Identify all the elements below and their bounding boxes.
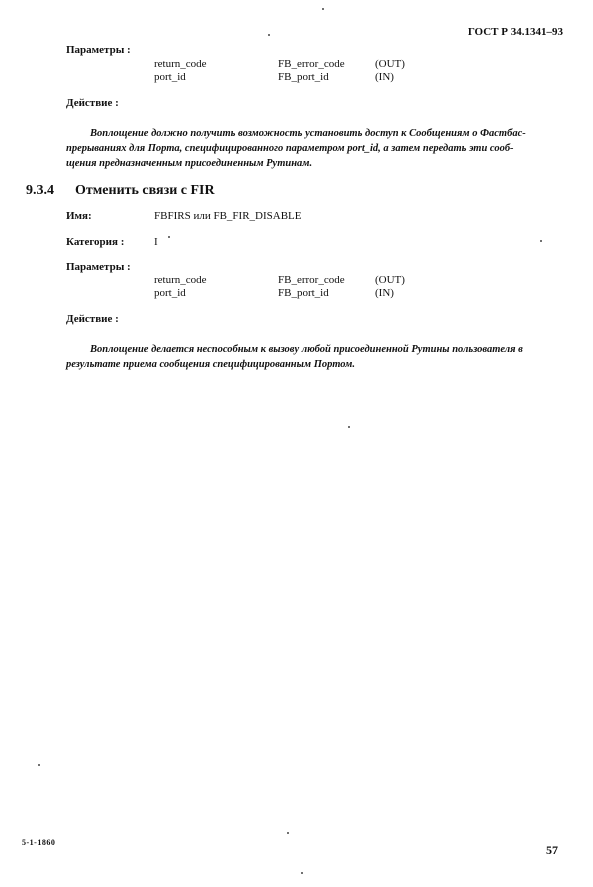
category-value: I [154, 236, 158, 248]
scan-speck [301, 872, 303, 874]
param-type: FB_error_code [278, 274, 345, 286]
scan-speck [287, 832, 289, 834]
param-mode: (OUT) [375, 58, 405, 70]
scan-speck [348, 426, 350, 428]
scan-speck [38, 764, 40, 766]
document-header: ГОСТ Р 34.1341–93 [467, 26, 563, 38]
print-mark: 5-1-1860 [22, 838, 56, 847]
scan-speck [322, 8, 324, 10]
param-name: return_code [154, 274, 207, 286]
action-label: Действие : [66, 313, 119, 325]
section-title: Отменить связи с FIR [75, 183, 215, 198]
params-label: Параметры : [66, 44, 131, 56]
name-label: Имя: [66, 210, 92, 222]
action-text-line: Воплощение должно получить возможность установить доступ к Сообщениям о Фастбас- [90, 128, 526, 139]
section-number: 9.3.4 [26, 183, 54, 198]
action-text-line: щения предназначенным присоединенным Рутинам. [66, 158, 313, 169]
param-mode: (IN) [375, 71, 394, 83]
params-label: Параметры : [66, 261, 131, 273]
action-text-line: прерываниях для Порта, специфицированного параметром port_id, а затем передать эти сооб- [66, 143, 514, 154]
param-type: FB_port_id [278, 287, 329, 299]
param-type: FB_port_id [278, 71, 329, 83]
action-text-line: результате приема сообщения специфицированным Портом. [66, 359, 355, 370]
param-mode: (IN) [375, 287, 394, 299]
name-value: FBFIRS или FB_FIR_DISABLE [154, 210, 302, 222]
param-mode: (OUT) [375, 274, 405, 286]
param-name: port_id [154, 71, 186, 83]
scan-speck [268, 34, 270, 36]
category-label: Категория : [66, 236, 125, 248]
param-name: port_id [154, 287, 186, 299]
action-label: Действие : [66, 97, 119, 109]
scan-speck [540, 240, 542, 242]
page-number: 57 [546, 843, 558, 857]
scan-speck [168, 236, 170, 238]
action-text-line: Воплощение делается неспособным к вызову любой присоединенной Рутины пользователя в [90, 344, 523, 355]
param-type: FB_error_code [278, 58, 345, 70]
param-name: return_code [154, 58, 207, 70]
